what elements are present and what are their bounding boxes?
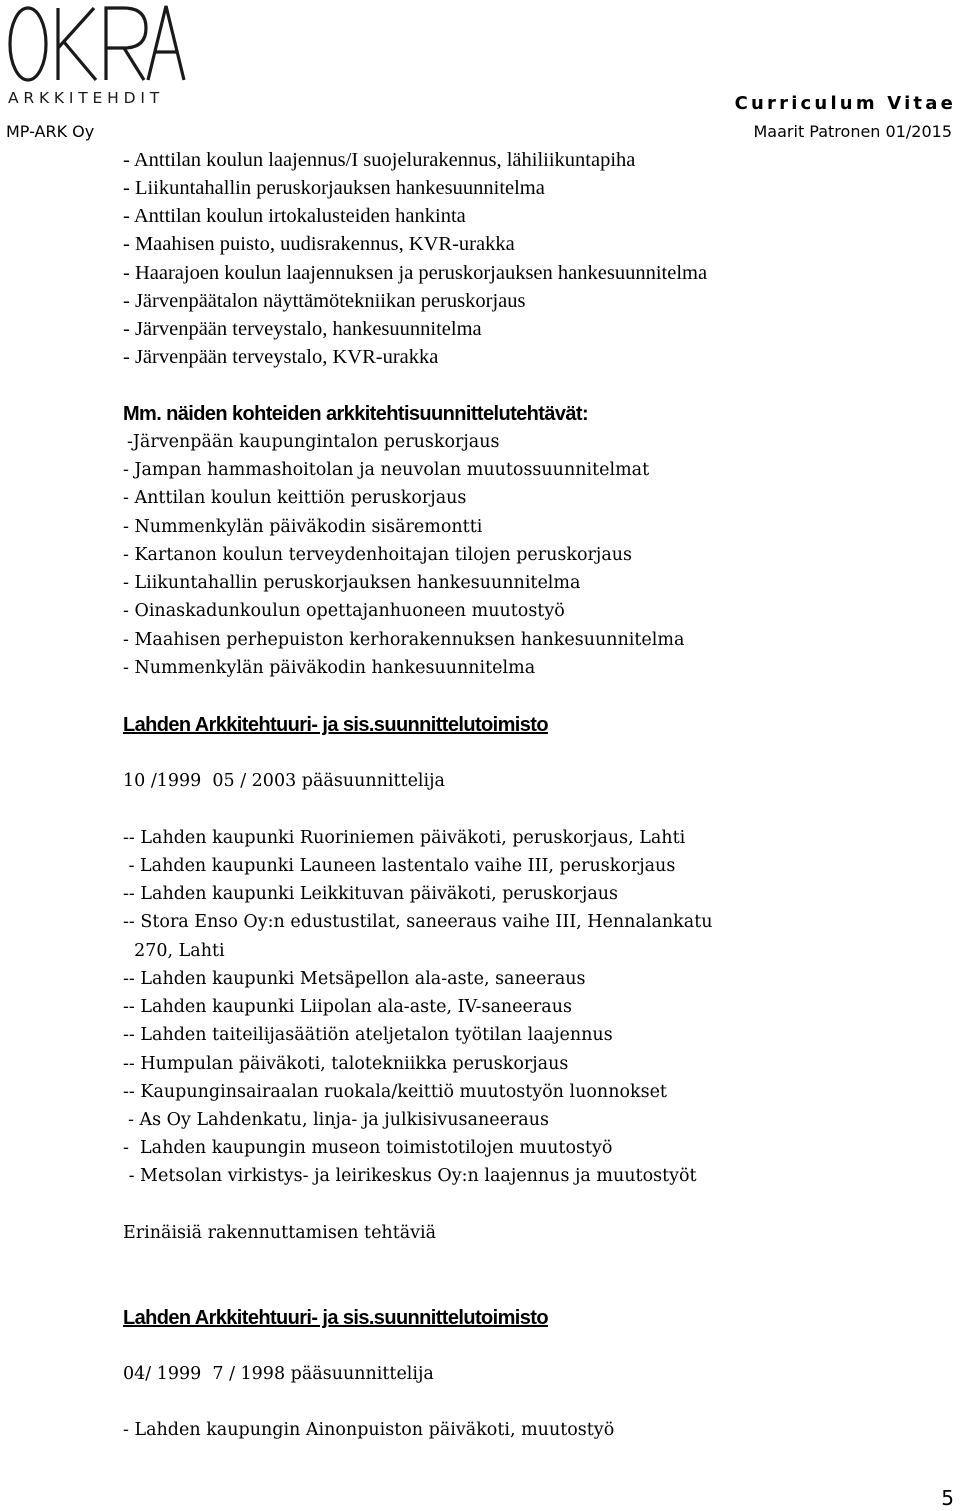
list-item: - Jampan hammashoitolan ja neuvolan muutossuunnitelmat (123, 460, 650, 480)
list-item: - Nummenkylän päiväkodin sisäremontti (123, 517, 483, 537)
list-item: -- Lahden kaupunki Ruoriniemen päiväkoti, peruskorjaus, Lahti (123, 828, 686, 848)
list-item: - Anttilan koulun keittiön peruskorjaus (123, 488, 467, 508)
list-item: - Lahden kaupungin museon toimistotilojen muutostyö (123, 1138, 613, 1158)
list-item: - Liikuntahallin peruskorjauksen hankesuunnitelma (123, 573, 581, 593)
employer-heading: Lahden Arkkitehtuuri- ja sis.suunnittelutoimisto (123, 1307, 548, 1329)
list-item: -Järvenpään kaupungintalon peruskorjaus (127, 432, 500, 452)
okra-logo (6, 2, 186, 106)
list-item: - Järvenpään terveystalo, KVR-urakka (123, 346, 439, 368)
logo-subtext: ARKKITEHDIT (8, 89, 164, 106)
page-number: 5 (941, 1486, 954, 1510)
list-item: -- Kaupunginsairaalan ruokala/keittiö muutostyön luonnokset (123, 1082, 667, 1102)
list-item: - As Oy Lahdenkatu, linja- ja julkisivusaneeraus (128, 1110, 549, 1130)
list-item: - Oinaskadunkoulun opettajanhuoneen muutostyö (123, 601, 565, 621)
section-heading: Mm. näiden kohteiden arkkitehtisuunnittelutehtävät: (123, 403, 589, 425)
list-item: - Järvenpäätalon näyttämötekniikan peruskorjaus (123, 290, 526, 312)
list-item: 270, Lahti (123, 941, 225, 961)
list-item: - Kartanon koulun terveydenhoitajan tilojen peruskorjaus (123, 545, 633, 565)
list-item: - Järvenpään terveystalo, hankesuunnitelma (123, 318, 482, 340)
logo-letter-r (106, 8, 146, 80)
period-role: 10 /1999 05 / 2003 pääsuunnittelija (123, 771, 445, 791)
list-item: -- Lahden kaupunki Metsäpellon ala-aste, saneeraus (123, 969, 586, 989)
list-item: - Nummenkylän päiväkodin hankesuunnitelma (123, 658, 536, 678)
list-item: - Liikuntahallin peruskorjauksen hankesuunnitelma (123, 177, 545, 199)
list-item: - Haarajoen koulun laajennuksen ja peruskorjauksen hankesuunnitelma (123, 262, 708, 284)
note-text: Erinäisiä rakennuttamisen tehtäviä (123, 1223, 437, 1243)
logo-letter-o (10, 8, 46, 80)
logo-letter-k-arms (58, 8, 96, 80)
list-item: - Anttilan koulun irtokalusteiden hankinta (123, 205, 466, 227)
list-item: - Anttilan koulun laajennus/I suojelurakennus, lähiliikuntapiha (123, 149, 636, 171)
logo-letter-a (148, 6, 184, 80)
list-item: -- Lahden kaupunki Leikkituvan päiväkoti, peruskorjaus (123, 884, 618, 904)
author-date: Maarit Patronen 01/2015 (753, 122, 952, 141)
list-item: - Metsolan virkistys- ja leirikeskus Oy:n laajennus ja muutostyöt (123, 1166, 697, 1186)
list-item: -- Stora Enso Oy:n edustustilat, saneeraus vaihe III, Hennalankatu (123, 912, 713, 932)
employer-heading: Lahden Arkkitehtuuri- ja sis.suunnittelutoimisto (123, 714, 548, 736)
list-item: - Lahden kaupungin Ainonpuiston päiväkoti, muutostyö (123, 1420, 615, 1440)
list-item: - Lahden kaupunki Launeen lastentalo vaihe III, peruskorjaus (123, 856, 676, 876)
list-item: -- Lahden taiteilijasäätiön ateljetalon työtilan laajennus (123, 1025, 613, 1045)
document-title: Curriculum Vitae (734, 93, 956, 114)
list-item: - Maahisen puisto, uudisrakennus, KVR-urakka (123, 233, 515, 255)
list-item: -- Lahden kaupunki Liipolan ala-aste, IV-saneeraus (123, 997, 572, 1017)
company-name: MP-ARK Oy (6, 122, 95, 141)
list-item: - Maahisen perhepuiston kerhorakennuksen hankesuunnitelma (123, 630, 685, 650)
period-role: 04/ 1999 7 / 1998 pääsuunnittelija (123, 1364, 434, 1384)
list-item: -- Humpulan päiväkoti, talotekniikka peruskorjaus (123, 1054, 569, 1074)
